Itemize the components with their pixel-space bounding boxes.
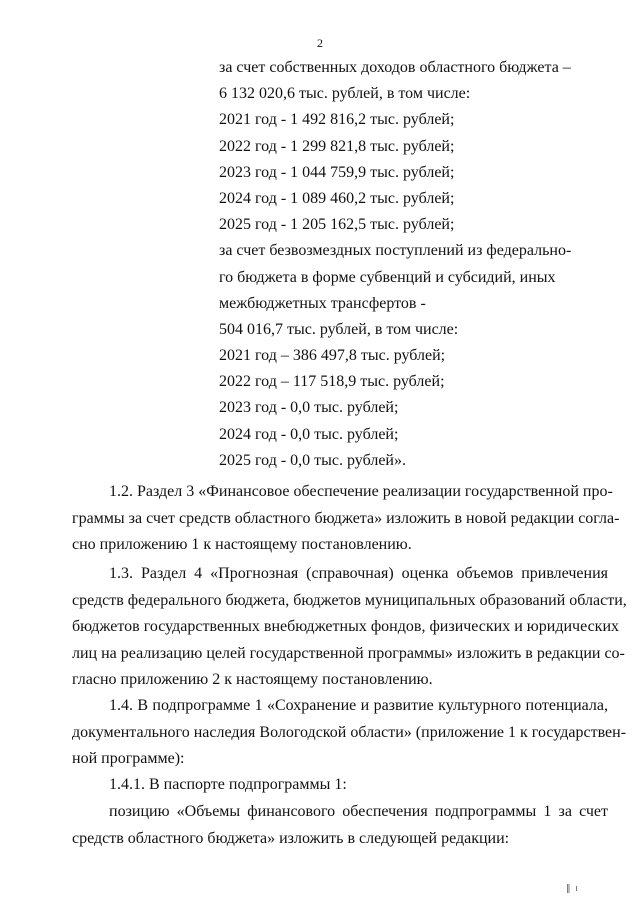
paragraph-line: 1.4.1. В паспорте подпрограммы 1: [109, 776, 347, 793]
paragraph-line: гласно приложению 2 к настоящему постановлению. [72, 671, 433, 688]
paragraph-line: граммы за счет средств областного бюджета» изложить в новой редакции согла- [72, 509, 620, 527]
paragraph-line: лиц на реализацию целей государственной программы» изложить в редакции со- [72, 644, 625, 662]
funding-line: за счет собственных доходов областного бюджета – [219, 59, 571, 76]
paragraph-line: средств областного бюджета» изложить в следующей редакции: [72, 829, 510, 847]
paragraph-position [72, 802, 608, 855]
funding-line: 2025 год - 1 205 162,5 тыс. рублей; [219, 216, 455, 234]
paragraph-line: 1.3. Раздел 4 «Прогнозная (справочная) оценка объемов привлечения [109, 565, 608, 582]
paragraph-line: бюджетов государственных внебюджетных фондов, физических и юридических [72, 618, 619, 635]
paragraph-line: ной программе): [72, 750, 185, 767]
paragraph-1-4-1 [72, 775, 608, 802]
paragraph-1-4 [72, 696, 627, 776]
funding-line: 2024 год - 0,0 тыс. рублей; [219, 425, 399, 443]
funding-line: 2023 год - 1 044 759,9 тыс. рублей; [219, 163, 455, 181]
funding-line: межбюджетных трансфертов - [219, 294, 426, 312]
paragraph-1-2 [72, 482, 620, 562]
funding-line: 2022 год – 117 518,9 тыс. рублей; [219, 373, 445, 391]
funding-line: 2023 год - 0,0 тыс. рублей; [219, 399, 399, 417]
funding-line: за счет безвозмездных поступлений из федерально- [219, 242, 572, 260]
paragraph-line: 1.4. В подпрограмме 1 «Сохранение и развитие культурного потенциала, [109, 697, 608, 714]
funding-line: 504 016,7 тыс. рублей, в том числе: [219, 320, 459, 338]
paragraph-line: сно приложению 1 к настоящему постановлению. [72, 536, 412, 553]
funding-line: 2025 год - 0,0 тыс. рублей». [219, 451, 406, 469]
funding-block [219, 58, 599, 477]
funding-line: 2024 год - 1 089 460,2 тыс. рублей; [219, 189, 455, 207]
paragraph-line: средств федерального бюджета, бюджетов муниципальных образований области, [72, 591, 627, 609]
funding-line: го бюджета в форме субвенций и субсидий, иных [219, 268, 556, 286]
scan-mark: ‖ ı [566, 884, 579, 894]
page-number: 2 [317, 36, 323, 50]
funding-line: 2021 год - 1 492 816,2 тыс. рублей; [219, 111, 455, 129]
paragraph-line: документального наследия Вологодской области» (приложение 1 к государствен- [72, 723, 627, 741]
paragraph-line: позицию «Объемы финансового обеспечения подпрограммы 1 за счет [109, 803, 608, 820]
funding-line: 2021 год – 386 497,8 тыс. рублей; [219, 347, 446, 365]
funding-line: 2022 год - 1 299 821,8 тыс. рублей; [219, 137, 455, 155]
paragraph-1-3 [72, 564, 627, 697]
paragraph-line: 1.2. Раздел 3 «Финансовое обеспечение реализации государственной про- [109, 483, 613, 500]
funding-line: 6 132 020,6 тыс. рублей, в том числе: [219, 85, 471, 103]
